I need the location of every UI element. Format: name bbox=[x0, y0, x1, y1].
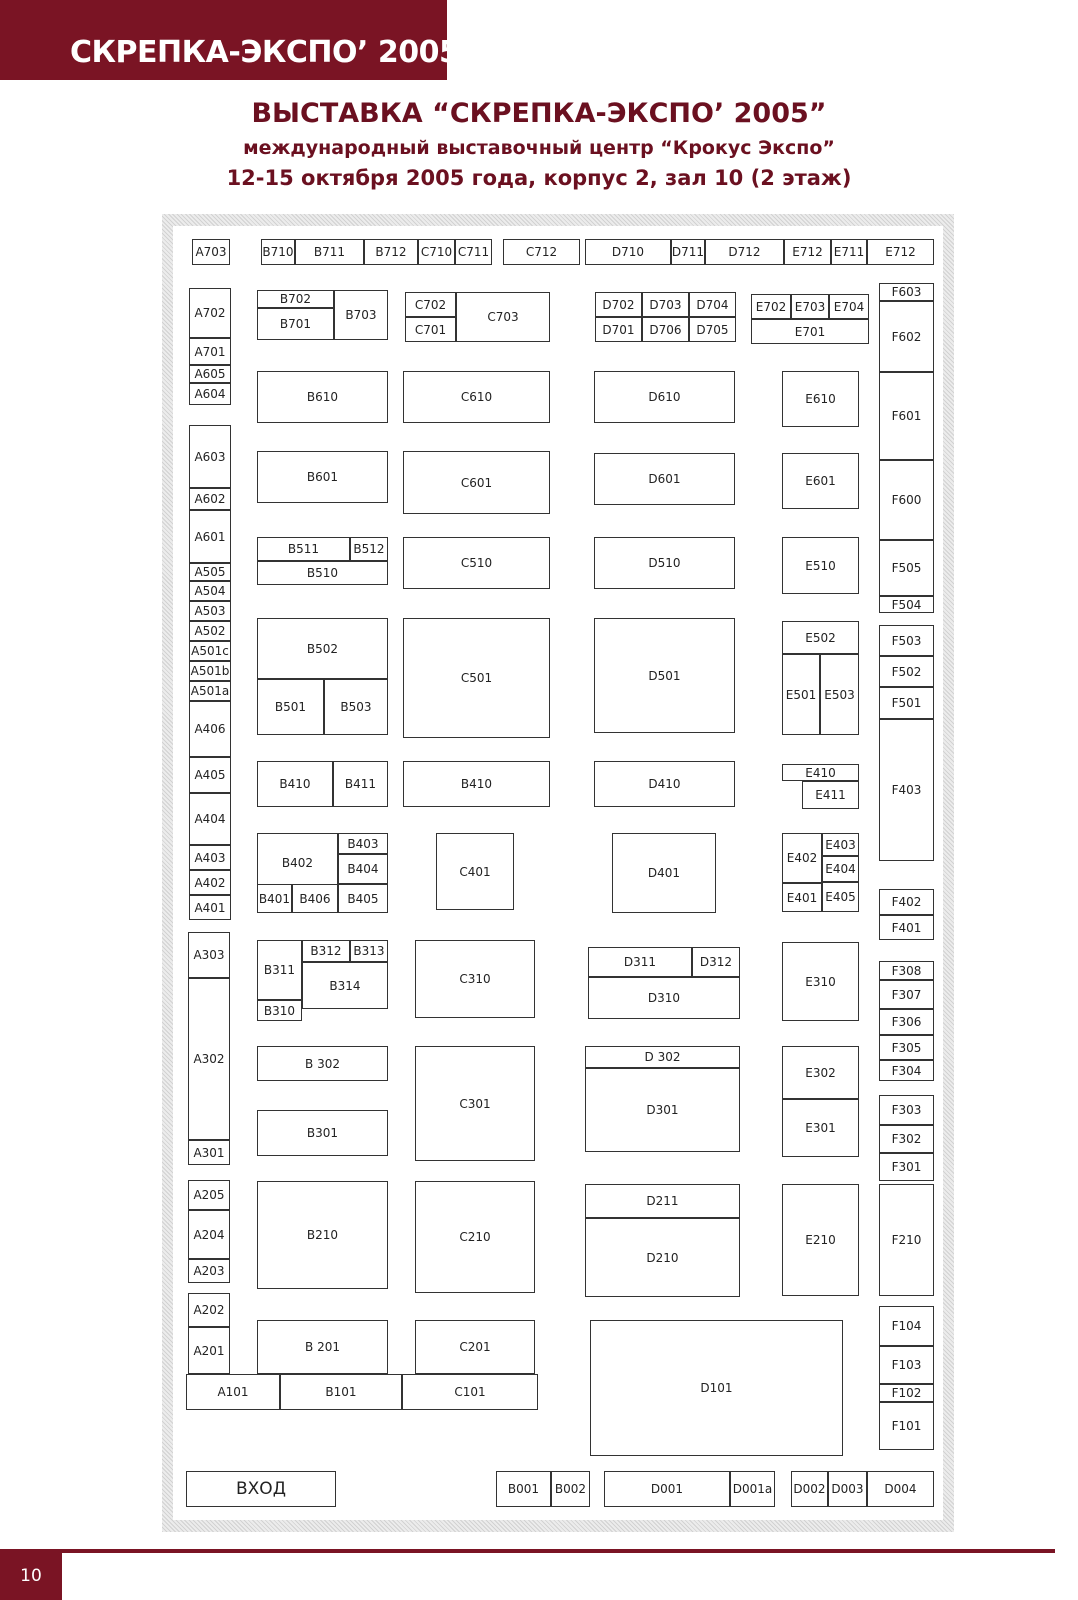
booth-a701: A701 bbox=[189, 338, 231, 365]
booth-b311: B311 bbox=[257, 940, 302, 1000]
booth-d712: D712 bbox=[705, 239, 784, 265]
booth-b710: B710 bbox=[261, 239, 295, 265]
booth-f302: F302 bbox=[879, 1125, 934, 1153]
booth-f303: F303 bbox=[879, 1095, 934, 1125]
booth-a505: A505 bbox=[189, 563, 231, 581]
booth-a403: A403 bbox=[189, 845, 231, 870]
booth-a503: A503 bbox=[189, 601, 231, 621]
booth-c501: C501 bbox=[403, 618, 550, 738]
booth-f503: F503 bbox=[879, 625, 934, 656]
booth-f104: F104 bbox=[879, 1306, 934, 1346]
booth-c401: C401 bbox=[436, 833, 514, 910]
entrance-label: ВХОД bbox=[186, 1471, 336, 1507]
booth-e411: E411 bbox=[802, 781, 859, 809]
booth-d610: D610 bbox=[594, 371, 735, 423]
booth-f308: F308 bbox=[879, 961, 934, 980]
footer-line bbox=[0, 1549, 1055, 1553]
booth-e402: E402 bbox=[782, 833, 822, 883]
booth-a401: A401 bbox=[189, 895, 231, 920]
booth-a601: A601 bbox=[189, 510, 231, 563]
booth-d003: D003 bbox=[828, 1471, 867, 1507]
booth-e510: E510 bbox=[782, 537, 859, 594]
booth-e502: E502 bbox=[782, 621, 859, 654]
booth-c301: C301 bbox=[415, 1046, 535, 1161]
booth-a404: A404 bbox=[189, 793, 231, 845]
page-number: 10 bbox=[20, 1566, 42, 1586]
booth-c101: C101 bbox=[402, 1374, 538, 1410]
booth-d002: D002 bbox=[791, 1471, 828, 1507]
booth-b313: B313 bbox=[350, 940, 388, 962]
booth-a406: A406 bbox=[189, 701, 231, 757]
booth-a301: A301 bbox=[188, 1140, 230, 1165]
booth-b402: B402 bbox=[257, 833, 338, 893]
booth-b201: B 201 bbox=[257, 1320, 388, 1374]
booth-b310: B310 bbox=[257, 1000, 302, 1021]
booth-f301: F301 bbox=[879, 1153, 934, 1181]
booth-a604: A604 bbox=[189, 383, 231, 405]
booth-a302: A302 bbox=[188, 978, 230, 1140]
booth-f505: F505 bbox=[879, 540, 934, 596]
booth-f403: F403 bbox=[879, 719, 934, 861]
booth-b701: B701 bbox=[257, 308, 334, 340]
booth-c710: C710 bbox=[418, 239, 455, 265]
booth-c510: C510 bbox=[403, 537, 550, 589]
booth-f101: F101 bbox=[879, 1402, 934, 1450]
booth-b501: B501 bbox=[257, 679, 324, 735]
venue-subtitle: международный выставочный центр “Крокус Экспо” bbox=[243, 137, 835, 159]
booth-b703: B703 bbox=[334, 290, 388, 340]
booth-d410: D410 bbox=[594, 761, 735, 807]
booth-d004: D004 bbox=[867, 1471, 934, 1507]
booth-d210: D210 bbox=[585, 1218, 740, 1297]
booth-f504: F504 bbox=[879, 596, 934, 613]
booth-b610: B610 bbox=[257, 371, 388, 423]
booth-a504: A504 bbox=[189, 581, 231, 601]
booth-a204: A204 bbox=[188, 1210, 230, 1259]
booth-e703: E703 bbox=[791, 294, 829, 319]
booth-f501: F501 bbox=[879, 687, 934, 719]
booth-d704: D704 bbox=[689, 292, 736, 317]
booth-f603: F603 bbox=[879, 283, 934, 301]
booth-c310: C310 bbox=[415, 940, 535, 1018]
booth-b410: B410 bbox=[257, 761, 333, 807]
booth-c702: C702 bbox=[405, 292, 456, 317]
booth-e403: E403 bbox=[822, 833, 859, 856]
booth-f306: F306 bbox=[879, 1009, 934, 1035]
booth-d703: D703 bbox=[642, 292, 689, 317]
booth-b302: B 302 bbox=[257, 1046, 388, 1081]
dates-subtitle: 12-15 октября 2005 года, корпус 2, зал 10 (2 этаж) bbox=[226, 166, 852, 190]
booth-b712: B712 bbox=[364, 239, 418, 265]
booth-f602: F602 bbox=[879, 301, 934, 372]
booth-f402: F402 bbox=[879, 889, 934, 915]
booth-b512: B512 bbox=[350, 537, 388, 561]
header-band-title: СКРЕПКА-ЭКСПО’ 2005 bbox=[70, 35, 460, 70]
booth-c701: C701 bbox=[405, 317, 456, 342]
booth-b511: B511 bbox=[257, 537, 350, 561]
booth-a605: A605 bbox=[189, 365, 231, 383]
booth-e503: E503 bbox=[820, 654, 859, 735]
booth-e410: E410 bbox=[782, 764, 859, 781]
booth-f305: F305 bbox=[879, 1035, 934, 1060]
booth-a402: A402 bbox=[189, 870, 231, 895]
booth-b406: B406 bbox=[292, 884, 338, 913]
booth-e701: E701 bbox=[751, 319, 869, 344]
booth-b210: B210 bbox=[257, 1181, 388, 1289]
booth-e302: E302 bbox=[782, 1046, 859, 1099]
booth-b411: B411 bbox=[333, 761, 388, 807]
booth-e711: E711 bbox=[831, 239, 867, 265]
booth-a501c: A501c bbox=[189, 641, 231, 661]
booth-c711: C711 bbox=[455, 239, 492, 265]
booth-d001: D001 bbox=[604, 1471, 730, 1507]
booth-e712: E712 bbox=[784, 239, 831, 265]
booth-f103: F103 bbox=[879, 1346, 934, 1384]
booth-f502: F502 bbox=[879, 656, 934, 687]
booth-b101: B101 bbox=[280, 1374, 402, 1410]
booth-c703: C703 bbox=[456, 292, 550, 342]
booth-e405: E405 bbox=[822, 882, 859, 912]
booth-c712: C712 bbox=[503, 239, 580, 265]
booth-a202: A202 bbox=[188, 1293, 230, 1327]
booth-e401: E401 bbox=[782, 883, 822, 912]
booth-f600: F600 bbox=[879, 460, 934, 540]
booth-d705: D705 bbox=[689, 317, 736, 342]
booth-b312: B312 bbox=[302, 940, 350, 962]
booth-d701: D701 bbox=[595, 317, 642, 342]
booth-a205: A205 bbox=[188, 1180, 230, 1210]
booth-b702: B702 bbox=[257, 290, 334, 308]
booth-e702: E702 bbox=[751, 294, 791, 319]
booth-b601: B601 bbox=[257, 451, 388, 503]
booth-e210: E210 bbox=[782, 1184, 859, 1296]
booth-e610: E610 bbox=[782, 371, 859, 427]
booth-b403: B403 bbox=[338, 833, 388, 854]
booth-e601: E601 bbox=[782, 453, 859, 509]
booth-d706: D706 bbox=[642, 317, 689, 342]
booth-a501a: A501a bbox=[189, 681, 231, 701]
booth-d401: D401 bbox=[612, 833, 716, 913]
booth-f210: F210 bbox=[879, 1184, 934, 1296]
booth-d711: D711 bbox=[671, 239, 705, 265]
booth-a101: A101 bbox=[186, 1374, 280, 1410]
booth-d311: D311 bbox=[588, 947, 692, 977]
booth-d710: D710 bbox=[585, 239, 671, 265]
booth-d302: D 302 bbox=[585, 1046, 740, 1068]
booth-e301: E301 bbox=[782, 1099, 859, 1157]
booth-e501: E501 bbox=[782, 654, 820, 735]
booth-b401: B401 bbox=[257, 884, 292, 913]
booth-b410: B410 bbox=[403, 761, 550, 807]
booth-a201: A201 bbox=[188, 1327, 230, 1374]
booth-c601: C601 bbox=[403, 451, 550, 514]
page-title: ВЫСТАВКА “СКРЕПКА-ЭКСПО’ 2005” bbox=[251, 98, 827, 129]
booth-f102: F102 bbox=[879, 1384, 934, 1402]
booth-e712: E712 bbox=[867, 239, 934, 265]
booth-b001: B001 bbox=[496, 1471, 551, 1507]
booth-c610: C610 bbox=[403, 371, 550, 423]
booth-c210: C210 bbox=[415, 1181, 535, 1293]
booth-b503: B503 bbox=[324, 679, 388, 735]
booth-d001a: D001a bbox=[730, 1471, 775, 1507]
booth-b711: B711 bbox=[295, 239, 364, 265]
booth-d211: D211 bbox=[585, 1184, 740, 1218]
booth-b301: B301 bbox=[257, 1110, 388, 1156]
booth-b314: B314 bbox=[302, 962, 388, 1009]
booth-a303: A303 bbox=[188, 932, 230, 978]
booth-b502: B502 bbox=[257, 618, 388, 679]
booth-a603: A603 bbox=[189, 425, 231, 488]
booth-b510: B510 bbox=[257, 561, 388, 585]
booth-d301: D301 bbox=[585, 1068, 740, 1152]
booth-f401: F401 bbox=[879, 915, 934, 940]
booth-d312: D312 bbox=[692, 947, 740, 977]
booth-e310: E310 bbox=[782, 942, 859, 1021]
booth-a703: A703 bbox=[192, 239, 230, 265]
booth-b405: B405 bbox=[338, 884, 388, 913]
booth-d601: D601 bbox=[594, 453, 735, 505]
booth-e704: E704 bbox=[829, 294, 869, 319]
booth-e404: E404 bbox=[822, 856, 859, 882]
booth-a405: A405 bbox=[189, 757, 231, 793]
booth-d101: D101 bbox=[590, 1320, 843, 1456]
booth-a502: A502 bbox=[189, 621, 231, 641]
booth-a602: A602 bbox=[189, 488, 231, 510]
booth-f307: F307 bbox=[879, 980, 934, 1009]
booth-d702: D702 bbox=[595, 292, 642, 317]
booth-c201: C201 bbox=[415, 1320, 535, 1374]
booth-d510: D510 bbox=[594, 537, 735, 589]
booth-b404: B404 bbox=[338, 854, 388, 884]
booth-b002: B002 bbox=[551, 1471, 590, 1507]
booth-d310: D310 bbox=[588, 977, 740, 1019]
booth-a501b: A501b bbox=[189, 661, 231, 681]
booth-f601: F601 bbox=[879, 372, 934, 460]
booth-a203: A203 bbox=[188, 1259, 230, 1283]
booth-a702: A702 bbox=[189, 288, 231, 338]
booth-f304: F304 bbox=[879, 1060, 934, 1081]
booth-d501: D501 bbox=[594, 618, 735, 733]
